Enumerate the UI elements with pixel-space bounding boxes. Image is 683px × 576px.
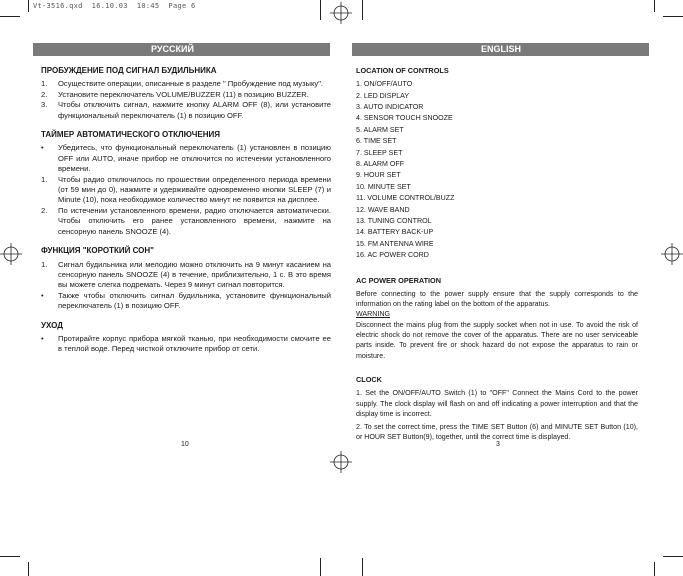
control-item: 15. FM ANTENNA WIRE xyxy=(356,239,434,248)
list-text: Установите переключатель VOLUME/BUZZER (11) в позицию BUZZER. xyxy=(58,89,309,99)
paragraph: Before connecting to the power supply ensure that the supply corresponds to the information on the rating label on the bottom of the apparatus. xyxy=(356,289,638,309)
paragraph: Disconnect the mains plug from the supply socket when not in use. To avoid the risk of electric shock do not remove the cover of the apparatus. There are no user serviceable parts inside. To prevent fire or shock hazard do not expose the apparatus to rain or moisture. xyxy=(356,320,638,360)
russian-column xyxy=(41,66,331,355)
control-item: 2. LED DISPLAY xyxy=(356,91,410,100)
crop-mark xyxy=(654,0,655,12)
crop-mark xyxy=(362,558,363,576)
section-title: AC POWER OPERATION xyxy=(356,275,441,285)
control-item: 4. SENSOR TOUCH SNOOZE xyxy=(356,114,453,123)
list-marker: • xyxy=(41,290,44,300)
registration-mark-icon xyxy=(330,2,352,24)
list-item xyxy=(41,260,331,291)
list-marker: 1. xyxy=(41,259,48,269)
registration-mark-icon xyxy=(0,243,22,265)
crop-mark xyxy=(663,16,683,17)
list-text: Убедитесь, что функциональный переключатель (1) установлен в позицию OFF или AUTO, иначе прибор не отключится по истечении установленного времени. xyxy=(58,143,331,174)
english-column xyxy=(356,66,638,443)
control-item: 7. SLEEP SET xyxy=(356,148,403,157)
control-item: 10. MINUTE SET xyxy=(356,182,411,191)
paragraph: 1. Set the ON/OFF/AUTO Switch (1) to "OFF" Connect the Mains Cord to the power supply. The clock display will flash on and off indicating a power interruption and that the display time is incorrect. xyxy=(356,389,638,418)
section-header-english: ENGLISH xyxy=(481,44,522,54)
control-item: 9. HOUR SET xyxy=(356,171,401,180)
crop-mark xyxy=(663,556,683,557)
header-bar-right xyxy=(352,43,649,56)
section-title: CLOCK xyxy=(356,374,382,384)
crop-mark xyxy=(0,556,20,557)
list-marker: • xyxy=(41,143,44,153)
list-text: Осуществите операции, описанные в разделе " Пробуждение под музыку". xyxy=(58,79,324,89)
registration-mark-icon xyxy=(330,451,352,473)
crop-mark xyxy=(0,16,20,17)
section-title: УХОД xyxy=(41,320,63,330)
list-item xyxy=(41,100,331,121)
control-item: 12. WAVE BAND xyxy=(356,205,410,214)
control-item: 8. ALARM OFF xyxy=(356,160,405,169)
crop-mark xyxy=(28,562,29,576)
registration-mark-icon xyxy=(661,243,683,265)
crop-mark xyxy=(362,0,363,20)
print-slug: Vt-3516.qxd 16.10.03 10:45 Page 6 xyxy=(33,2,196,10)
section-title: LOCATION OF CONTROLS xyxy=(356,66,449,75)
list-item xyxy=(41,334,331,355)
warning-label: WARNING xyxy=(356,310,391,319)
list-text: Чтобы радио отключилось по прошествии определенного периода времени (от 59 мин до 0), нажмите и удерживайте одновременно кнопки SLEEP (7) и Minute (10), пока необходимое количество минут не появится на дисплее. xyxy=(58,174,331,205)
section-title: ТАЙМЕР АВТОМАТИЧЕСКОГО ОТКЛЮЧЕНИЯ xyxy=(41,130,221,140)
control-item: 6. TIME SET xyxy=(356,137,397,146)
list-marker: • xyxy=(41,333,44,343)
list-text: Чтобы отключить сигнал, нажмите кнопку ALARM OFF (8), или установите функциональный переключатель (1) в позицию OFF. xyxy=(58,100,331,120)
control-item: 13. TUNING CONTROL xyxy=(356,216,432,225)
crop-mark xyxy=(320,558,321,576)
paragraph: 2. To set the correct time, press the TIME SET Button (6) and MINUTE SET Button (10), or HOUR SET Button(9), together, until the correct time is displayed. xyxy=(356,423,638,442)
list-marker: 3. xyxy=(41,100,48,110)
crop-mark xyxy=(28,0,29,12)
list-item xyxy=(41,79,331,89)
list-marker: 1. xyxy=(41,174,48,184)
control-item: 1. ON/OFF/AUTO xyxy=(356,80,413,89)
control-item: 11. VOLUME CONTROL/BUZZ xyxy=(356,194,455,203)
list-marker: 1. xyxy=(41,79,48,89)
list-item xyxy=(41,291,331,312)
control-item: 16. AC POWER CORD xyxy=(356,251,429,260)
list-item xyxy=(41,143,331,174)
list-text: Сигнал будильника или мелодию можно отключить на 9 минут касанием на сенсорную панель SNOOZE (4) в течение, приблизительно, 1 с. В это время вы можете слегка подремать. Через 9 минут сигнал повторится. xyxy=(58,259,331,290)
page-number-right: 3 xyxy=(496,441,500,448)
crop-mark xyxy=(320,0,321,20)
crop-mark xyxy=(654,562,655,576)
list-item xyxy=(41,206,331,237)
list-item xyxy=(41,90,331,100)
page-number-left: 10 xyxy=(181,441,189,448)
section-header-russian: РУССКИЙ xyxy=(151,44,194,54)
list-marker: 2. xyxy=(41,205,48,215)
list-marker: 2. xyxy=(41,89,48,99)
header-bar-left xyxy=(33,43,330,56)
control-item: 3. AUTO INDICATOR xyxy=(356,103,424,112)
control-item: 5. ALARM SET xyxy=(356,125,404,134)
list-text: По истечении установленного времени, радио отключается автоматически. Чтобы отключить его ранее установленного времени, нажмите на сенсорную панель SNOOZE (4). xyxy=(58,205,331,236)
list-text: Протирайте корпус прибора мягкой тканью, при необходимости смочите ее в теплой воде. Перед чисткой отключите прибор от сети. xyxy=(58,333,331,354)
list-item xyxy=(41,175,331,206)
control-item: 14. BATTERY BACK-UP xyxy=(356,228,434,237)
section-title: ФУНКЦИЯ "КОРОТКИЙ СОН" xyxy=(41,246,154,256)
section-title: ПРОБУЖДЕНИЕ ПОД СИГНАЛ БУДИЛЬНИКА xyxy=(41,66,217,75)
list-text: Также чтобы отключить сигнал будильника, установите функциональный переключатель (1) в позицию OFF. xyxy=(58,290,331,311)
